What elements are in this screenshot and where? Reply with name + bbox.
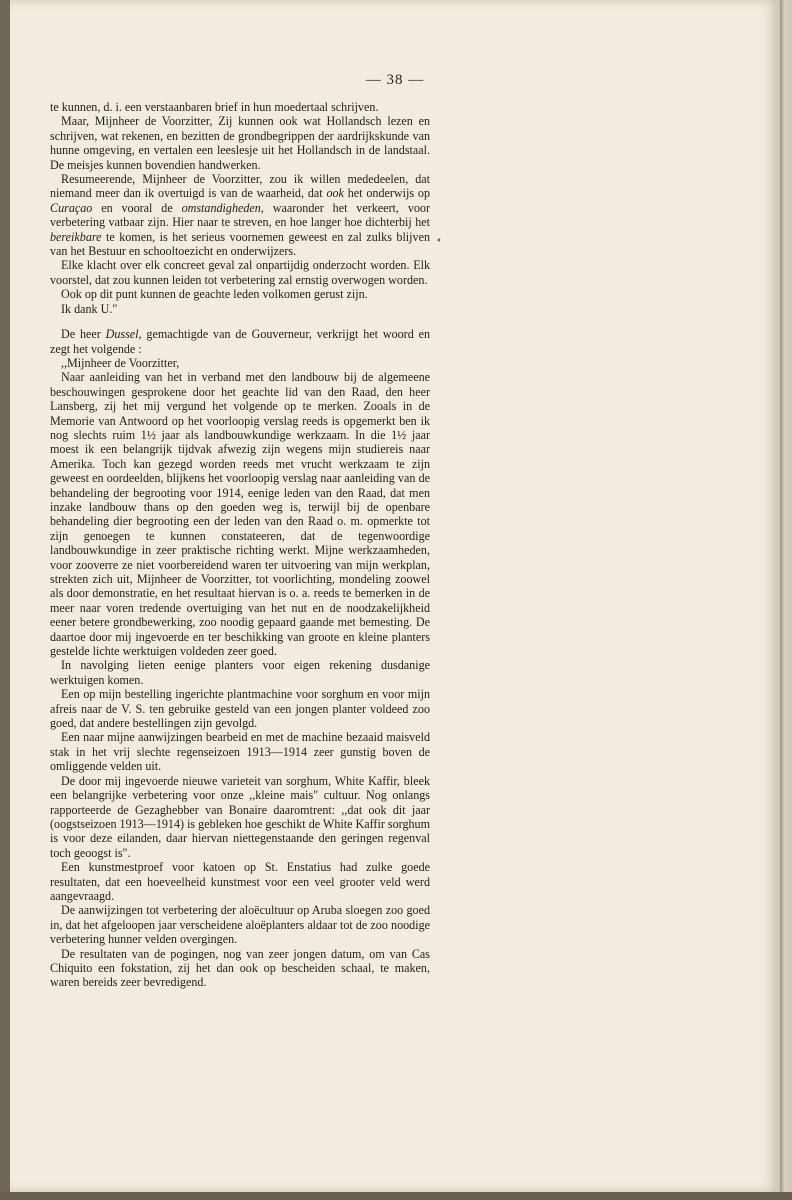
paragraph: ,,Mijnheer de Voorzitter,: [61, 355, 180, 370]
paragraph: De heer Dussel, gemachtigde van de Gouverneur, verkrijgt het woord en zegt het volgende :: [50, 327, 430, 356]
paragraph: Naar aanleiding van het in verband met den landbouw bij de algemeene beschouwingen gesprokene door het geachte lid van den Raad, den heer Lansberg, zij het mij vergund het volgende op te merken. Zooals in de Memorie van Antwoord op het voorloopig verslag reeds is opgemerkt ben ik nog slechts ruim 1½ jaar als landbouwkundige werkzaam. In die 1½ jaar moest ik een belangrijk tijdvak afwezig zijn wegens mijn studiereis naar Amerika. Toch kan gezegd worden reeds met vrucht werkzaam te zijn geweest en oordeelden, blijkens het voorloopig verslag naar aanleiding van de behandeling der begrooting voor 1914, eenige leden van den Raad, dat men inzake landbouw thans op den goeden weg is, terwijl bij de openbare behandeling dier begrooting een der leden van den Raad o. m. opmerkte tot zijn genoegen te kunnen constateeren, dat de tegenwoordige landbouwkundige in zeer praktische richting werkt. Mijne werkzaamheden, voor zooverre ze niet voorbereidend waren ter uitvoering van mijn werkplan, strekten zich uit, Mijnheer de Voorzitter, tot voorlichting, mondeling zoowel als door demonstratie, en het resultaat hiervan is o. a. reeds te bemerken in de meer naar voren tredende overtuiging van het nut en de noodzakelijkheid eener betere grondbewerking, zoo noodig gepaard gaande met bemesting. De daartoe door mij ingevoerde en ter beschikking van groote en kleine planters gestelde lichte werktuigen voldeden zeer goed.: [50, 370, 430, 659]
paragraph: Een naar mijne aanwijzingen bearbeid en met de machine bezaaid maisveld stak in het vrij slechte regenseizoen 1913—1914 zeer gunstig boven de omliggende velden uit.: [50, 730, 430, 774]
paragraph: De aanwijzingen tot verbetering der aloëcultuur op Aruba sloegen zoo goed in, dat het afgeloopen jaar verscheidene aloëplanters aldaar tot de zoo noodige verbetering hunner velden overgingen.: [50, 903, 430, 947]
paragraph: Maar, Mijnheer de Voorzitter, Zij kunnen ook wat Hollandsch lezen en schrijven, wat rekenen, en bezitten de grondbegrippen der aardrijkskunde van hunne omgeving, en vertalen een leeslesje uit het Hollandsch in de landstaal. De meisjes kunnen bovendien handwerken.: [50, 114, 430, 172]
paragraph: te kunnen, d. i. een verstaanbaren brief in hun moedertaal schrijven.: [50, 100, 379, 114]
paragraph: Elke klacht over elk concreet geval zal onpartijdig onderzocht worden. Elk voorstel, dat zou kunnen leiden tot verbetering zal ernstig overwogen worden.: [50, 258, 430, 287]
paragraph: De resultaten van de pogingen, nog van zeer jongen datum, om van Cas Chiquito een fokstation, zij het dan ook op bescheiden schaal, te maken, waren bereids zeer bevredigend.: [50, 946, 430, 990]
paragraph: De door mij ingevoerde nieuwe varieteit van sorghum, White Kaffir, bleek een belangrijke verbetering voor onze ,,kleine mais" cultuur. Nog onlangs rapporteerde de Gezaghebber van Bonaire daaromtrent: ,,dat ook dit jaar (oogstseizoen 1913—1914) is gebleken hoe geschikt de White Kaffir sorghum is voor deze eilanden, daar hiervan niettegenstaande den geringen regenval toch geoogst is".: [50, 773, 430, 860]
book-edge: [780, 0, 792, 1200]
margin-dot: •: [436, 236, 442, 247]
scanned-page: [10, 0, 780, 1192]
body-text: [50, 100, 430, 990]
paragraph: Ook op dit punt kunnen de geachte leden volkomen gerust zijn.: [61, 287, 368, 302]
paragraph: Resumeerende, Mijnheer de Voorzitter, zou ik willen mededeelen, dat niemand meer dan ik overtuigd is van de waarheid, dat ook het onderwijs op Curaçao en vooral de omstandigheden, waaronder het verkeert, voor verbetering vatbaar zijn. Hier naar te streven, en hoe langer hoe dichterbij het bereikbare te komen, is het serieus voornemen geweest en zal zulks blijven van het Bestuur en schooltoezicht en onderwijzers.: [50, 172, 430, 259]
paragraph: Een op mijn bestelling ingerichte plantmachine voor sorghum en voor mijn afreis naar de V. S. ten gebruike gesteld van een jongen planter voldeed zoo goed, dat andere bestellingen zijn gevolgd.: [50, 687, 430, 731]
scan-border: [0, 1192, 792, 1200]
paragraph: Een kunstmestproef voor katoen op St. Enstatius had zulke goede resultaten, dat een hoeveelheid kunstmest voor een veel grooter veld werd aangevraagd.: [50, 860, 430, 903]
page-number: — 38 —: [365, 72, 425, 88]
paragraph: Ik dank U.": [61, 301, 118, 316]
paragraph: In navolging lieten eenige planters voor eigen rekening dusdanige werktuigen komen.: [50, 658, 430, 687]
